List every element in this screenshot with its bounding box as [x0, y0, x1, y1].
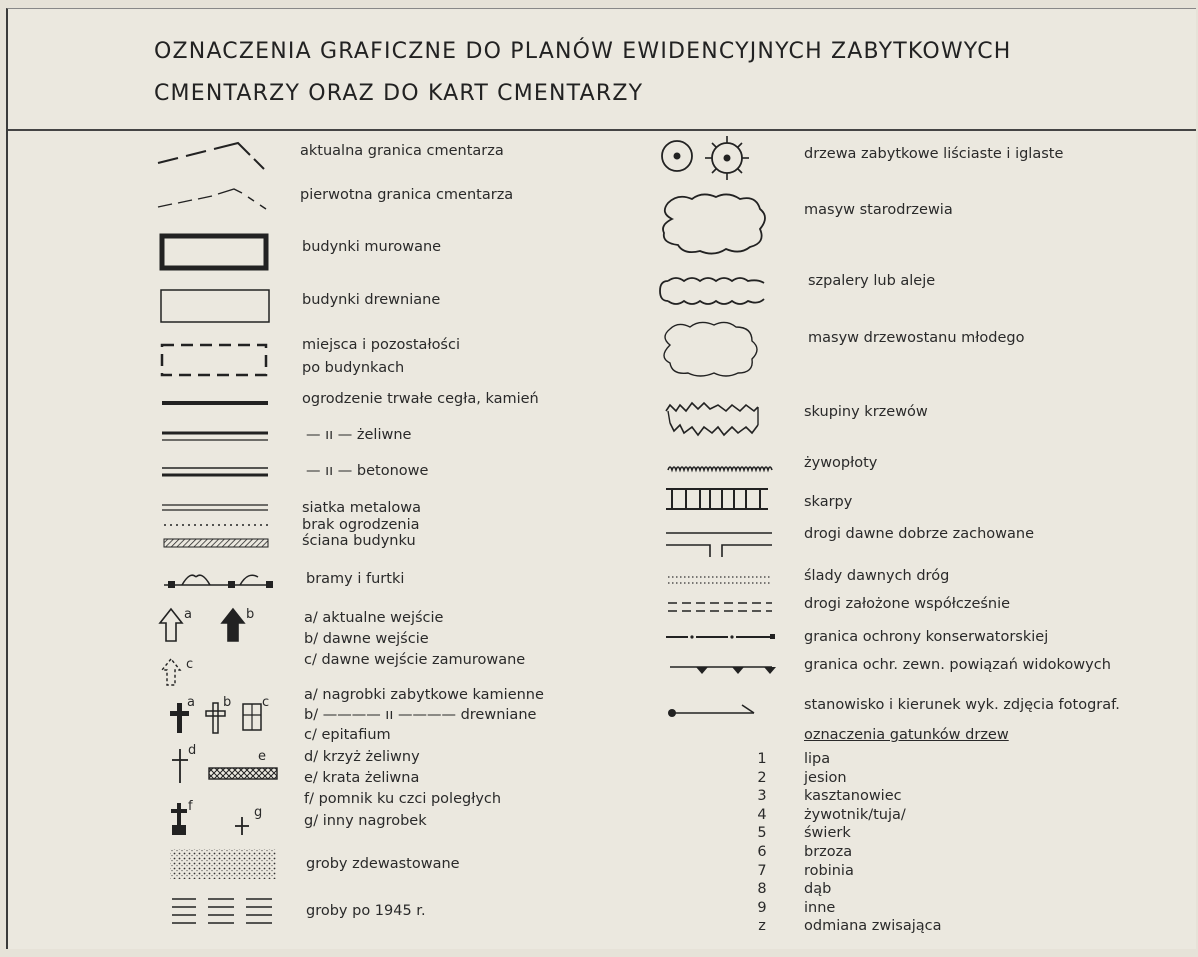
label-entrance-b: b/ dawne wejście — [304, 631, 429, 647]
species-number: 9 — [757, 899, 767, 916]
modern-roads-symbol — [664, 599, 776, 615]
building-remains-symbol — [158, 341, 270, 381]
old-woodland-symbol — [656, 189, 772, 259]
species-name: odmiana zwisająca — [804, 918, 942, 935]
label-metal-mesh: siatka metalowa — [302, 500, 422, 516]
metal-mesh-symbol — [158, 501, 270, 515]
label-conservation-boundary: granica ochrony konserwatorskiej — [804, 629, 1049, 645]
label-wooden-buildings: budynki drewniane — [302, 292, 441, 308]
label-cast-iron-fence: — ıı — żeliwne — [306, 427, 412, 443]
hedge-symbol — [666, 461, 776, 475]
entrance-c-letter: c — [186, 657, 194, 672]
species-number: 7 — [757, 862, 767, 879]
label-memorial-f: f/ pomnik ku czci poległych — [304, 791, 502, 807]
tree-rows-symbol — [658, 273, 774, 313]
gates-symbol — [158, 565, 278, 593]
species-name: robinia — [804, 862, 854, 879]
label-concrete-fence: — ıı — betonowe — [306, 463, 429, 479]
species-number: 5 — [757, 825, 767, 842]
label-heritage-trees: drzewa zabytkowe liściaste i iglaste — [804, 146, 1064, 162]
label-grille-e: e/ krata żeliwna — [304, 770, 420, 786]
devastated-graves-symbol — [168, 847, 280, 881]
conservation-boundary-symbol — [664, 631, 776, 643]
label-original-boundary: pierwotna granica cmentarza — [300, 187, 514, 203]
view-connection-boundary-symbol — [664, 661, 776, 677]
road-traces-symbol — [664, 573, 776, 587]
current-boundary-symbol — [158, 137, 278, 177]
label-remains-1: miejsca i pozostałości — [302, 337, 460, 353]
label-escarpments: skarpy — [804, 494, 853, 510]
label-modern-roads: drogi założone współcześnie — [804, 596, 1011, 612]
label-cross-d: d/ krzyż żeliwny — [304, 749, 420, 765]
grille-e-letter: e — [258, 749, 266, 764]
cross-d-letter: d — [188, 743, 197, 758]
label-tombstone-b: b/ ———— ıı ———— drewniane — [304, 707, 537, 723]
species-name: brzoza — [804, 844, 853, 860]
legend-sheet — [6, 8, 1196, 949]
grave-g-letter: g — [254, 805, 263, 820]
legend-header — [8, 9, 1196, 131]
cast-iron-grille-icon — [208, 767, 280, 781]
cast-iron-fence-symbol — [158, 429, 270, 445]
no-fence-symbol — [158, 521, 270, 529]
label-remains-2: po budynkach — [302, 360, 405, 376]
label-young-woodland: masyw drzewostanu młodego — [808, 330, 1025, 346]
escarpment-symbol — [664, 485, 774, 515]
species-name: kasztanowiec — [804, 788, 902, 805]
label-tombstone-a: a/ nagrobki zabytkowe kamienne — [304, 687, 544, 703]
historic-roads-symbol — [664, 525, 776, 559]
species-number: 4 — [757, 806, 767, 823]
masonry-building-symbol — [158, 233, 270, 273]
label-building-wall: ściana budynku — [302, 533, 416, 549]
label-photo-station: stanowisko i kierunek wyk. zdjęcia fotograf. — [804, 697, 1120, 713]
label-entrance-a: a/ aktualne wejście — [304, 610, 444, 626]
label-no-fence: brak ogrodzenia — [302, 517, 420, 533]
label-road-traces: ślady dawnych dróg — [804, 568, 950, 584]
label-view-boundary: granica ochr. zewn. powiązań widokowych — [804, 657, 1111, 673]
species-number: 3 — [757, 788, 767, 805]
label-tombstone-c: c/ epitafium — [304, 727, 391, 743]
title-line-2: CMENTARZY ORAZ DO KART CMENTARZY — [154, 81, 644, 106]
entrance-b-letter: b — [246, 607, 255, 622]
label-devastated-graves: groby zdewastowane — [306, 856, 460, 872]
species-heading: oznaczenia gatunków drzew — [804, 727, 1009, 743]
young-woodland-symbol — [656, 317, 766, 381]
label-permanent-fence: ogrodzenie trwałe cegła, kamień — [302, 391, 539, 407]
shrub-groups-symbol — [662, 397, 772, 443]
building-wall-symbol — [158, 537, 270, 549]
photo-station-symbol — [664, 699, 776, 721]
other-grave-icon — [234, 815, 254, 839]
tombstone-b-letter: b — [223, 695, 232, 710]
entrance-a-letter: a — [184, 607, 192, 622]
species-name: świerk — [804, 825, 851, 842]
label-old-woodland: masyw starodrzewia — [804, 202, 953, 218]
post-1945-graves-symbol — [168, 893, 280, 933]
wooden-building-symbol — [158, 287, 270, 327]
species-number: 8 — [757, 881, 767, 898]
memorial-f-letter: f — [188, 799, 193, 814]
species-number: 6 — [757, 844, 767, 860]
label-tree-rows: szpalery lub aleje — [808, 273, 936, 289]
label-post-1945-graves: groby po 1945 r. — [306, 903, 426, 919]
species-name: dąb — [804, 881, 832, 898]
species-name: jesion — [804, 769, 847, 786]
concrete-fence-symbol — [158, 464, 270, 480]
tombstone-a-letter: a — [187, 695, 195, 710]
permanent-fence-symbol — [158, 397, 270, 409]
label-current-boundary: aktualna granica cmentarza — [300, 143, 504, 159]
label-shrub-groups: skupiny krzewów — [804, 404, 928, 420]
title-line-1: OZNACZENIA GRAFICZNE DO PLANÓW EWIDENCYJNYCH ZABYTKOWYCH — [154, 39, 1012, 64]
label-masonry-buildings: budynki murowane — [302, 239, 442, 255]
label-hedges: żywopłoty — [804, 455, 878, 471]
species-number: z — [758, 918, 766, 935]
label-gates: bramy i furtki — [306, 571, 405, 587]
coniferous-tree-icon — [702, 133, 752, 183]
label-grave-g: g/ inny nagrobek — [304, 813, 427, 829]
species-name: inne — [804, 899, 836, 916]
species-name: żywotnik/tuja/ — [804, 806, 906, 823]
label-entrance-c: c/ dawne wejście zamurowane — [304, 652, 526, 668]
original-boundary-symbol — [158, 179, 278, 215]
label-historic-roads: drogi dawne dobrze zachowane — [804, 526, 1034, 542]
deciduous-tree-icon — [658, 137, 698, 177]
tombstone-c-letter: c — [262, 695, 270, 710]
species-name: lipa — [804, 751, 831, 767]
species-number: 1 — [757, 751, 767, 767]
species-number: 2 — [757, 769, 767, 786]
